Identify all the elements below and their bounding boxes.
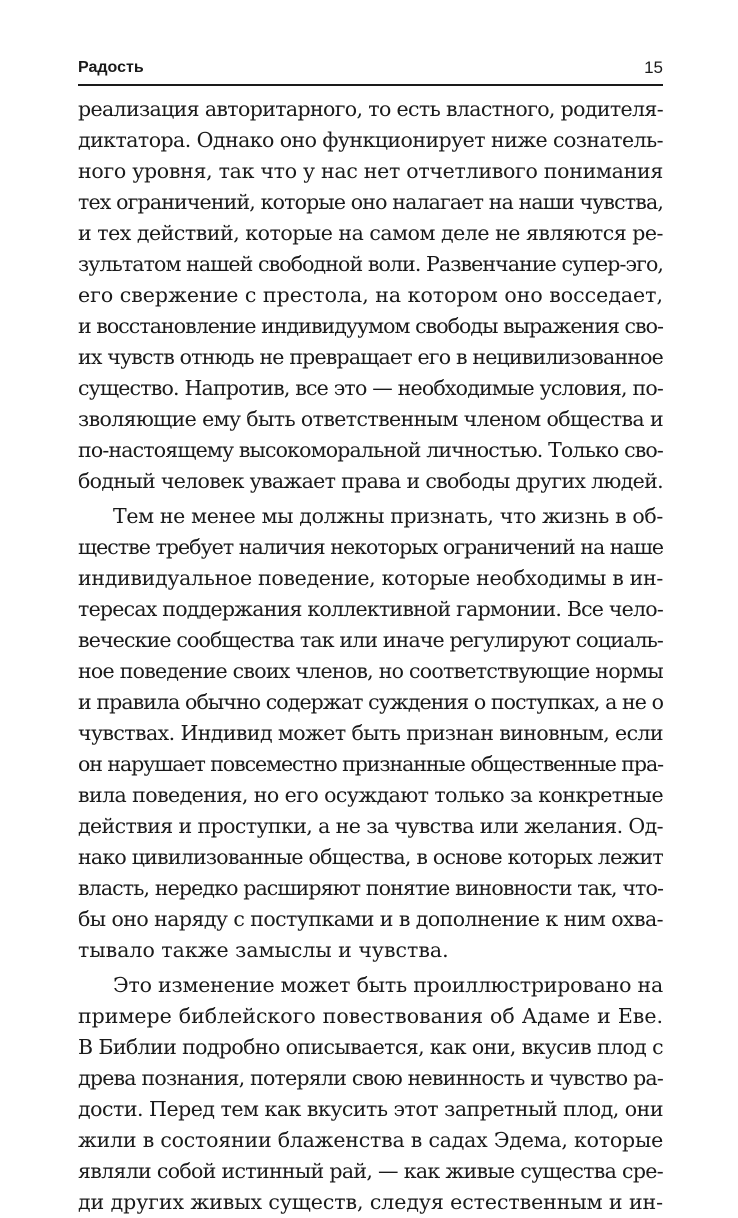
text-line: и восстановление индивидуумом свободы выражения сво- (78, 314, 663, 338)
text-line: и тех действий, которые на самом деле не являются ре- (78, 221, 663, 245)
text-line: ного уровня, так что у нас нет отчетливого понимания (78, 159, 663, 183)
text-line: бодный человек уважает права и свободы других людей. (78, 469, 663, 493)
chapter-title: Радость (78, 59, 144, 76)
page-number: 15 (644, 58, 663, 77)
text-line: реализация авторитарного, то есть властного, родителя- (78, 97, 664, 121)
text-line: жили в состоянии блаженства в садах Эдема, которые (78, 1128, 663, 1152)
text-line: их чувств отнюдь не превращает его в нецивилизованное (78, 345, 663, 369)
text-line: бы оно наряду с поступками и в дополнение к ним охва- (78, 907, 663, 931)
paragraph (78, 94, 663, 497)
text-line: по-настоящему высокоморальной личностью. Только сво- (78, 438, 664, 462)
text-line: ди других живых существ, следуя естественным и ин- (78, 1190, 663, 1214)
text-line: веческие сообщества так или иначе регулируют социаль- (78, 628, 664, 652)
paragraph (78, 501, 663, 966)
text-line: зволяющие ему быть ответственным членом общества и (78, 407, 663, 431)
text-line: ществе требует наличия некоторых ограничений на наше (78, 535, 663, 559)
text-line: являли собой истинный рай, — как живые существа сре- (78, 1159, 663, 1183)
text-line: индивидуальное поведение, которые необходимы в ин- (78, 566, 664, 590)
text-line: чувствах. Индивид может быть признан виновным, если (78, 721, 663, 745)
text-line: диктатора. Однако оно функционирует ниже сознатель- (78, 128, 663, 152)
text-line: ное поведение своих членов, но соответствующие нормы (78, 659, 663, 683)
text-line: вила поведения, но его осуждают только за конкретные (78, 783, 664, 807)
book-page (78, 58, 663, 1218)
text-line: дости. Перед тем как вкусить этот запретный плод, они (78, 1097, 663, 1121)
text-line: и правила обычно содержат суждения о поступках, а не о (78, 690, 663, 714)
text-line: Тем не менее мы должны признать, что жизнь в об- (113, 504, 663, 528)
text-line: тересах поддержания коллективной гармонии. Все чело- (78, 597, 664, 621)
body-text (78, 94, 663, 1218)
text-line: власть, нередко расширяют понятие виновности так, что- (78, 876, 664, 900)
text-line: его свержение с престола, на котором оно восседает, (78, 283, 664, 307)
running-head (78, 58, 663, 86)
text-line: существо. Напротив, все это — необходимые условия, по- (78, 376, 663, 400)
text-line: он нарушает повсеместно признанные общественные пра- (78, 752, 663, 776)
text-line: Это изменение может быть проиллюстрировано на (113, 973, 664, 997)
text-line: В Библии подробно описывается, как они, вкусив плод с (78, 1035, 663, 1059)
text-line: зультатом нашей свободной воли. Развенчание супер-эго, (78, 252, 663, 276)
text-line: тывало также замыслы и чувства. (78, 938, 449, 962)
text-line: тех ограничений, которые оно налагает на наши чувства, (78, 190, 663, 214)
text-line: древа познания, потеряли свою невинность и чувство ра- (78, 1066, 664, 1090)
text-line: действия и проступки, а не за чувства или желания. Од- (78, 814, 663, 838)
text-line: примере библейского повествования об Адаме и Еве. (78, 1004, 663, 1028)
text-line: нако цивилизованные общества, в основе которых лежит (78, 845, 663, 869)
